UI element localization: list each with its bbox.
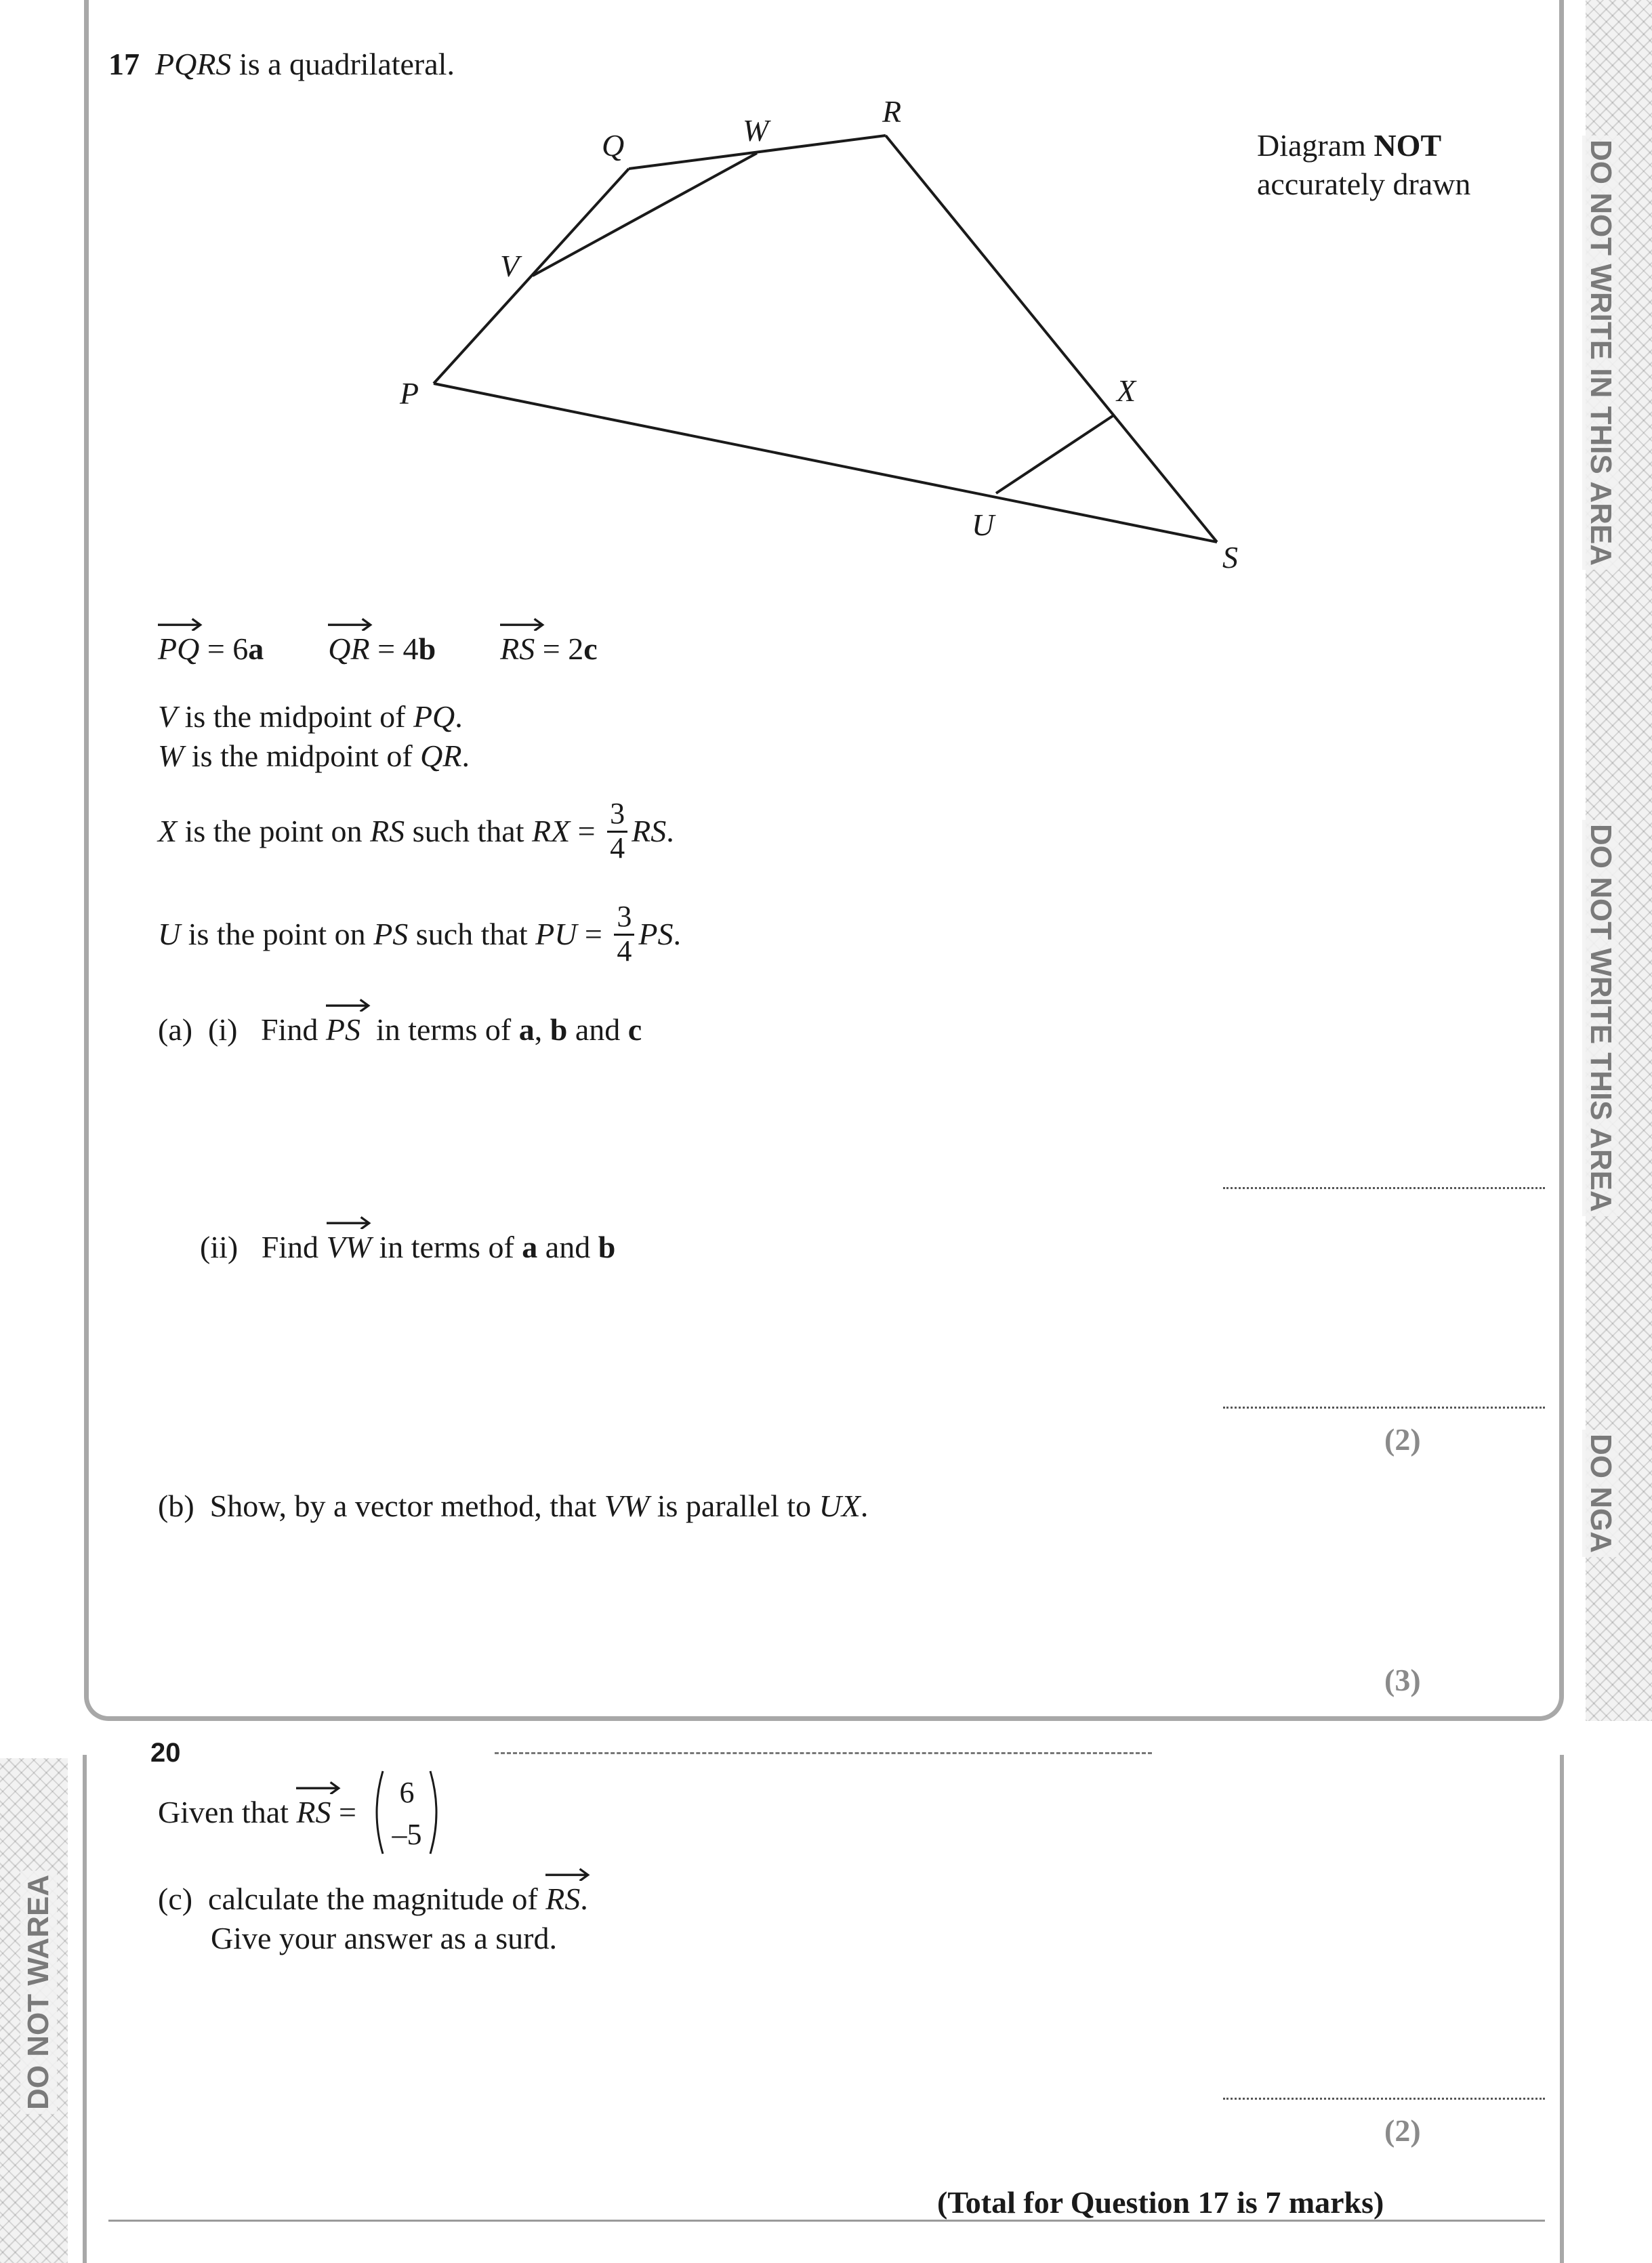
side-sp [434, 383, 1217, 542]
marks-c: (2) [1384, 2113, 1421, 2148]
given-rs: Given that RS = 6 –5 [158, 1768, 444, 1856]
condition-w: W is the midpoint of QR. [158, 739, 470, 773]
fraction: $\frac{3}{4}$ [614, 901, 634, 967]
quadrilateral-diagram [0, 0, 1652, 610]
vector-pq: PQ [158, 634, 199, 665]
label-v: V [500, 249, 520, 283]
vector-qr: QR [328, 634, 369, 665]
label-x: X [1117, 373, 1136, 408]
condition-v: V is the midpoint of PQ. [158, 699, 463, 734]
part-b: (b) Show, by a vector method, that VW is parallel to UX. [158, 1489, 869, 1523]
answer-line-a-ii[interactable] [1223, 1407, 1545, 1409]
margin-label: DO NGA [1582, 1430, 1619, 1557]
segment-ux [996, 415, 1115, 493]
condition-x: X is the point on RS such that RX = $\frac{3}{4}$ RS . [158, 797, 674, 865]
marks-a: (2) [1384, 1422, 1421, 1457]
total-marks: (Total for Question 17 is 7 marks) [937, 2185, 1384, 2220]
intro-text: is a quadrilateral. [231, 47, 455, 81]
vector-definitions: PQ = 6a QR = 4b RS = 2c [158, 634, 598, 665]
side-pq [434, 169, 629, 383]
column-vector: 6 –5 [369, 1768, 444, 1856]
vector-rs-given: RS [296, 1797, 331, 1828]
answer-line-c[interactable] [1223, 2098, 1545, 2100]
question-number: 17 [108, 47, 140, 81]
label-p: P [400, 376, 419, 411]
vector-vw: VW [327, 1232, 371, 1263]
margin-label: DO NOT WRITE IN THIS AREA [1582, 136, 1619, 570]
bottom-rule [108, 2220, 1545, 2222]
fraction: $\frac{3}{4}$ [607, 798, 627, 864]
page-number: 20 [150, 1738, 181, 1768]
vector-rs: RS [500, 634, 535, 665]
part-c-line2: Give your answer as a surd. [211, 1921, 557, 1955]
segment-vw [533, 153, 757, 276]
margin-label: DO NOT WAREA [20, 1871, 57, 2114]
label-r: R [882, 94, 902, 129]
frame-right-edge [1560, 1755, 1564, 2263]
frame-left-edge [83, 1755, 87, 2263]
part-a-ii: (ii) Find VW in terms of a and b [200, 1232, 615, 1263]
label-s: S [1222, 540, 1238, 575]
margin-label: DO NOT WRITE THIS AREA [1582, 820, 1619, 1216]
quad-name: PQRS [155, 47, 232, 81]
diagram-note: Diagram NOT accurately drawn [1257, 128, 1471, 201]
part-a-i: (a) (i) Find PS in terms of a, b and c [158, 1014, 642, 1045]
part-c: (c) calculate the magnitude of RS. [158, 1884, 588, 1915]
label-q: Q [602, 128, 625, 163]
condition-u: U is the point on PS such that PU = $\frac{3}{4}$ PS . [158, 900, 681, 968]
vector-rs-c: RS [545, 1884, 580, 1915]
marks-b: (3) [1384, 1663, 1421, 1697]
label-w: W [743, 113, 769, 148]
label-u: U [972, 507, 995, 542]
answer-line-a-i[interactable] [1223, 1187, 1545, 1189]
vector-ps: PS [326, 1014, 360, 1045]
side-rs [886, 136, 1217, 542]
cut-artifact [495, 1752, 1152, 1754]
